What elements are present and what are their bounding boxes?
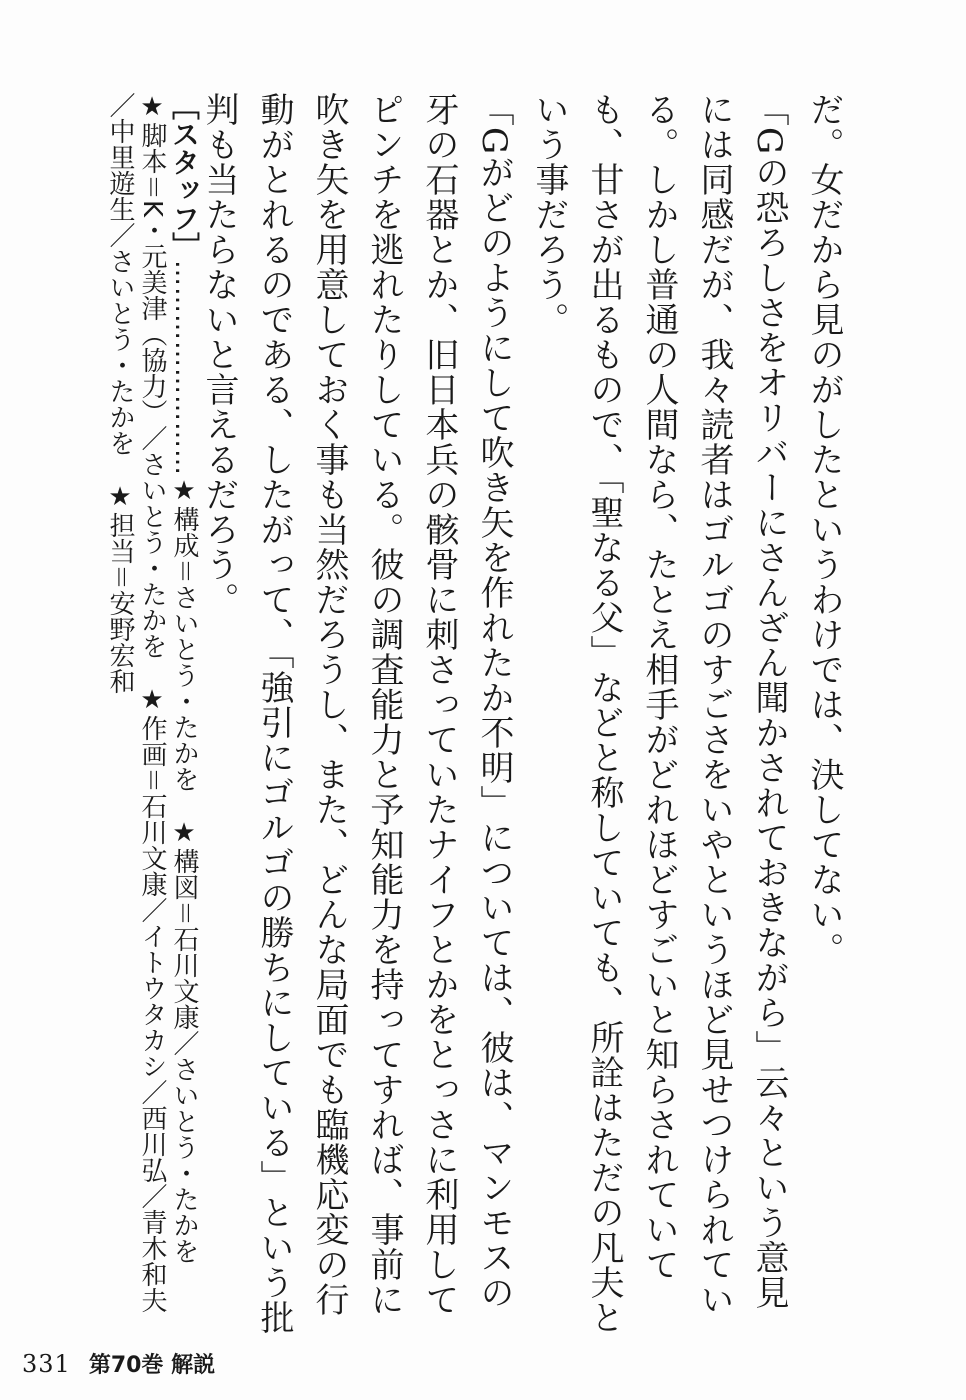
staff-heading: ［スタッフ］ — [168, 92, 201, 260]
paragraph-3: 「Gがどのようにして吹き矢を作れたか不明」については、彼は、マンモスの牙の石器とか、旧日本兵の骸骨に刺さっていたナイフとかをとっさに利用してピンチを逃れたりしている。彼の調査能力と予知能力を持ってすれば、事前に吹き矢を用意しておく事も当然だろうし、また、どんな局面でも臨機応変の行動がとれるのである、したがって、「強引にゴルゴの勝ちにしている」という批判も当たらないと言えるだろう。 — [199, 92, 514, 1335]
commentary-body — [199, 92, 851, 1337]
paragraph-1: だ。女だから見のがしたというわけでは、決してない。 — [804, 92, 844, 967]
page-footer — [22, 1348, 215, 1378]
running-title: 第70巻 解説 — [88, 1353, 216, 1378]
paragraph-2: 「Gの恐ろしさをオリバーにさんざん聞かされておきながら」云々という意見には同感だが、我々読者はゴルゴのすごさをいやというほど見せつけられている。しかし普通の人間なら、たとえ相手がどれほどすごいと知らされていても、甘さが出るもので、「聖なる父」などと称していても、所詮はただの凡夫という事だろう。 — [529, 92, 789, 1335]
staff-credits — [40, 92, 200, 1317]
page-number: 331 — [22, 1350, 71, 1378]
staff-credits-text: ★構成＝さいとう・たかを ★構図＝石川文康／さいとう・たかを ★脚本＝K・元美津（協力）／さいとう・たかを ★作画＝石川文康／イトウタカシ／西川弘／青木和夫／中里遊生／さいとう・たかを ★担当＝安野宏和 — [105, 92, 199, 1314]
leader-dots: …………………… — [169, 260, 199, 476]
